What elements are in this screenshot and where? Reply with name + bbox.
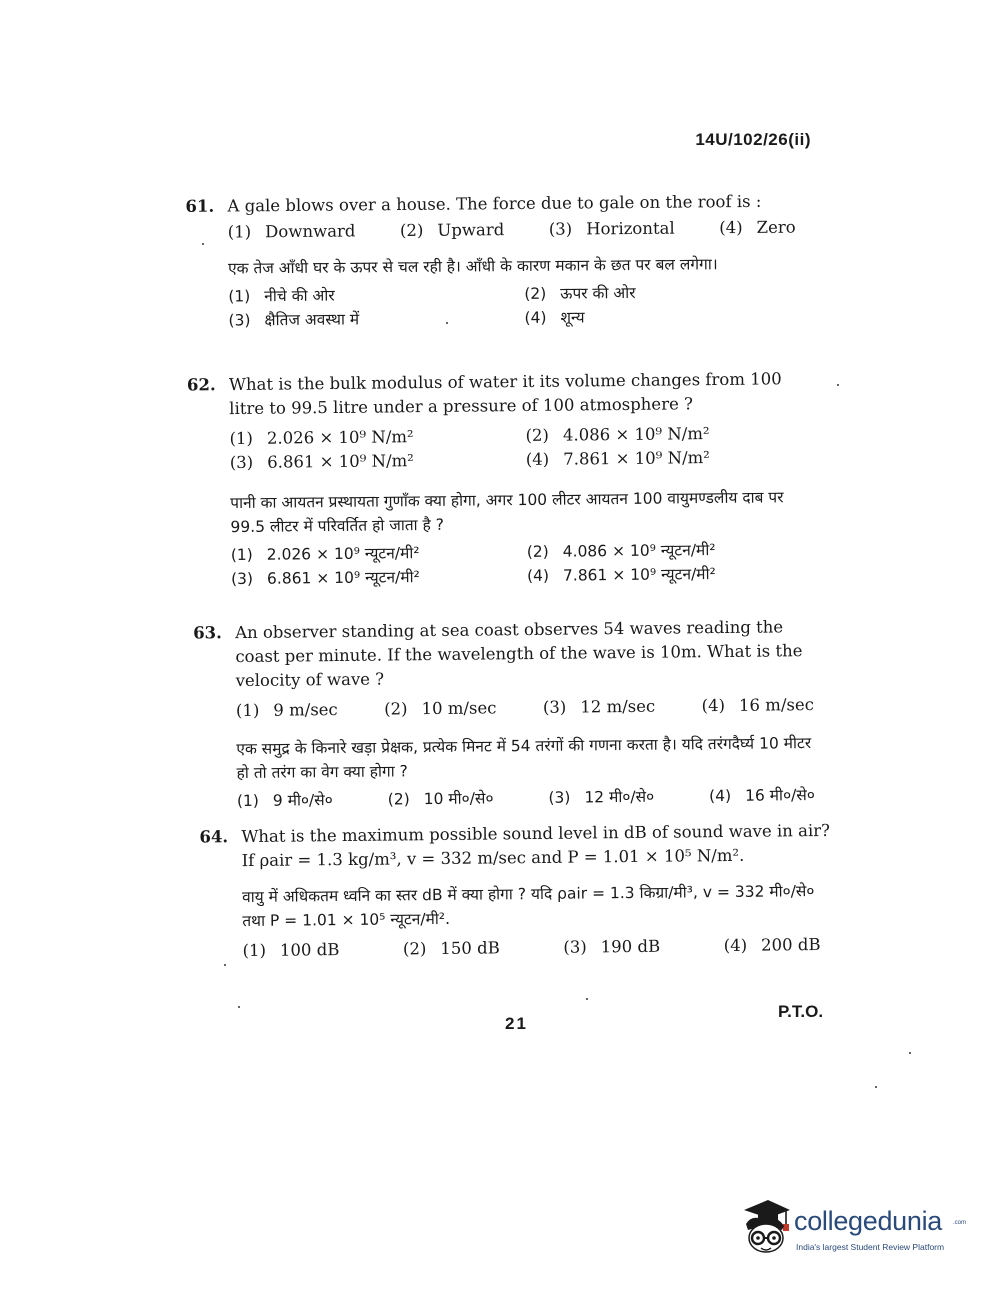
question-62: [186, 367, 821, 591]
pto-label: P.T.O.: [778, 1002, 824, 1021]
question-text-en: What is the maximum possible sound level in dB of sound wave in air? If ρair = 1.3 kg/m³, v = 332 m/sec and P = 1.01 × 10⁵ N/m².: [241, 820, 831, 871]
option-2-hi: (2) ऊपर की ओर: [524, 283, 636, 303]
question-text-hi: पानी का आयतन प्रस्थायता गुणाँक क्या होगा, अगर 100 लीटर आयतन 100 वायुमण्डलीय दाब पर 99.5 लीटर में परिवर्तित हो जाता है ?: [230, 488, 784, 537]
option-4: (4) 16 m/sec: [701, 695, 815, 716]
question-61: [185, 189, 808, 332]
scan-speck: [202, 243, 204, 245]
student-mascot-icon: [738, 1196, 792, 1260]
option-1-hi: (1) नीचे की ओर: [228, 286, 335, 306]
option-2: (2) 4.086 × 10⁹ N/m²: [525, 424, 710, 445]
question-64: [199, 819, 832, 963]
brand-tagline: India's largest Student Review Platform: [796, 1242, 945, 1252]
option-3: (3) Horizontal: [548, 218, 675, 239]
option-1: (1) 100 dB: [242, 940, 340, 961]
option-1-hi: (1) 2.026 × 10⁹ न्यूटन/मी²: [230, 544, 420, 565]
scan-speck: [446, 322, 448, 324]
scan-speck: [586, 998, 588, 1000]
option-1: (1) 2.026 × 10⁹ N/m²: [229, 427, 414, 449]
question-text-hi: वायु में अधिकतम ध्वनि का स्तर dB में क्या होगा ? यदि ρair = 1.3 किग्रा/मी³, v = 332 मी०/से० तथा P = 1.01 × 10⁵ न्यूटन/मी².: [241, 882, 815, 931]
option-4: (4) 200 dB: [723, 935, 821, 956]
option-3: (3) 190 dB: [563, 936, 661, 957]
question-text-hi: एक तेज आँधी घर के ऊपर से चल रही है। आँधी के कारण मकान के छत पर बल लगेगा।: [227, 255, 718, 278]
scan-speck: [224, 964, 226, 966]
option-4-hi: (4) 7.861 × 10⁹ न्यूटन/मी²: [526, 565, 716, 585]
option-2: (2) 10 m/sec: [384, 698, 497, 719]
question-text-en: A gale blows over a house. The force due to gale on the roof is :: [227, 191, 762, 216]
options-hi: [228, 279, 808, 332]
page-number: 21: [505, 1014, 528, 1033]
paper-code: 14U/102/26(ii): [695, 130, 811, 149]
option-3-hi: (3) क्षैतिज अवस्था में: [228, 310, 360, 330]
option-1-hi: (1) 9 मी०/से०: [236, 791, 333, 811]
question-number: 61.: [185, 196, 215, 216]
options: [242, 933, 832, 963]
question-text-hi: एक समुद्र के किनारे खड़ा प्रेक्षक, प्रत्येक मिनट में 54 तरंगों की गणना करता है। यदि तरंगदैर्घ्य 10 मीटर हो तो तरंग का वेग क्या होगा ?: [236, 734, 812, 783]
question-63: [193, 615, 827, 813]
options-hi: [237, 783, 827, 813]
brand-name: collegedunia: [794, 1206, 943, 1236]
question-number: 63.: [193, 623, 222, 643]
option-3: (3) 6.861 × 10⁹ N/m²: [229, 451, 414, 473]
scan-speck: [909, 1052, 911, 1054]
option-2: (2) Upward: [399, 220, 505, 241]
question-text-en: An observer standing at sea coast observes 54 waves reading the coast per minute. If the wavelength of the wave is 10m. What is the velocity of wave ?: [235, 617, 803, 691]
scan-speck: [875, 1086, 877, 1088]
scan-speck: [837, 384, 839, 386]
question-number: 62.: [186, 375, 216, 395]
brand-domain: .com: [953, 1220, 967, 1226]
option-4: (4) 7.861 × 10⁹ N/m²: [525, 448, 710, 469]
options-en: [236, 693, 826, 723]
options-en: [229, 421, 819, 475]
option-4: (4) Zero: [719, 217, 796, 238]
option-4-hi: (4) 16 मी०/से०: [709, 786, 815, 806]
option-4-hi: (4) शून्य: [524, 308, 585, 327]
question-text-en: What is the bulk modulus of water it its volume changes from 100 litre to 99.5 litre under a pressure of 100 atmosphere ?: [228, 369, 782, 419]
question-number: 64.: [199, 827, 229, 847]
option-1: (1) Downward: [227, 221, 356, 242]
option-1: (1) 9 m/sec: [235, 700, 338, 721]
options-hi: [231, 537, 821, 591]
option-3-hi: (3) 6.861 × 10⁹ न्यूटन/मी²: [230, 568, 420, 589]
scan-speck: [238, 1006, 240, 1008]
option-2: (2) 150 dB: [402, 938, 500, 959]
option-2-hi: (2) 10 मी०/से०: [387, 789, 494, 809]
option-3-hi: (3) 12 मी०/से०: [548, 787, 655, 807]
collegedunia-logo: [738, 1196, 967, 1260]
options-en: [228, 215, 808, 244]
option-3: (3) 12 m/sec: [542, 696, 656, 717]
option-2-hi: (2) 4.086 × 10⁹ न्यूटन/मी²: [526, 541, 716, 561]
